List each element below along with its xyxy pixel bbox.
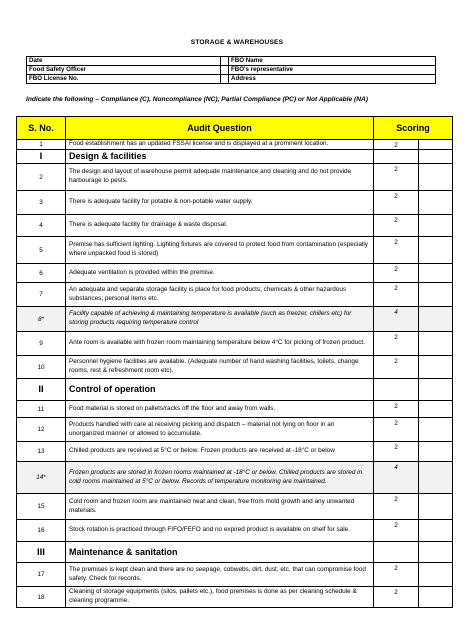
audit-question: Stock rotation is practiced through FIFO/FEFO and no expired product is available on shelf for sale. [66, 520, 374, 542]
score-cell: 4 [374, 307, 419, 332]
audit-question: An adequate and separate storage facility is place for food products; chemicals & other hazardous substances; personal items etc. [66, 283, 374, 307]
info-gap [221, 57, 229, 66]
fbo-license-label: FBO License No. [27, 75, 221, 84]
question-row [17, 264, 453, 283]
fbo-name-label: FBO Name [229, 57, 436, 66]
row-number: 18 [17, 587, 66, 608]
question-row [17, 191, 453, 215]
section-title: Control of operation [66, 379, 374, 401]
row-number: I [17, 150, 66, 164]
score-cell: 2 [374, 264, 419, 283]
compliance-entry-cell[interactable] [419, 237, 453, 264]
audit-question: Adequate ventilation is provided within the premise. [66, 264, 374, 283]
question-row [17, 332, 453, 356]
sno-header: S. No. [17, 117, 66, 140]
compliance-entry-cell[interactable] [419, 164, 453, 191]
score-cell: 2 [374, 283, 419, 307]
question-row [17, 401, 453, 418]
score-cell: 2 [374, 442, 419, 462]
row-number: III [17, 542, 66, 563]
compliance-entry-cell[interactable] [419, 307, 453, 332]
audit-question: Cold room and frozen room are maintained neat and clean, free from mold growth and any unwanted materials. [66, 494, 374, 520]
audit-table [16, 116, 453, 608]
info-row [27, 57, 436, 66]
info-row [27, 66, 436, 75]
score-cell: 2 [374, 140, 419, 150]
compliance-entry-cell[interactable] [419, 542, 453, 563]
food-safety-officer-label: Food Safety Officer [27, 66, 221, 75]
row-number: 15 [17, 494, 66, 520]
audit-question: Cleaning of storage equipments (silos, pallets etc.), food premises is done as per cleaning schedule & cleaning programme. [66, 587, 374, 608]
score-cell [374, 150, 419, 164]
audit-question: Food material is stored on pallets/racks off the floor and away from walls. [66, 401, 374, 418]
section-title: Design & facilities [66, 150, 374, 164]
audit-question: Chilled products are received at 5°C or below. Frozen products are received at -18°C or below [66, 442, 374, 462]
question-row [17, 283, 453, 307]
info-gap [221, 75, 229, 84]
score-cell: 2 [374, 401, 419, 418]
section-row [17, 379, 453, 401]
score-cell: 2 [374, 356, 419, 379]
compliance-entry-cell[interactable] [419, 191, 453, 215]
critical-row [17, 307, 453, 332]
score-cell: 2 [374, 191, 419, 215]
question-row [17, 164, 453, 191]
compliance-entry-cell[interactable] [419, 401, 453, 418]
row-number: 8* [17, 307, 66, 332]
question-row [17, 520, 453, 542]
question-row [17, 237, 453, 264]
question-row [17, 587, 453, 608]
compliance-entry-cell[interactable] [419, 442, 453, 462]
compliance-entry-cell[interactable] [419, 379, 453, 401]
info-row [27, 75, 436, 84]
audit-question: The design and layout of warehouse permit adequate maintenance and cleaning and do not provide harbourage to pests. [66, 164, 374, 191]
row-number: 12 [17, 418, 66, 442]
compliance-entry-cell[interactable] [419, 332, 453, 356]
question-row [17, 356, 453, 379]
row-number: 9 [17, 332, 66, 356]
row-number: 3 [17, 191, 66, 215]
score-cell: 2 [374, 418, 419, 442]
header-row [17, 117, 453, 140]
critical-row [17, 462, 453, 494]
compliance-entry-cell[interactable] [419, 356, 453, 379]
row-number: 4 [17, 215, 66, 237]
score-cell [374, 379, 419, 401]
compliance-entry-cell[interactable] [419, 150, 453, 164]
score-cell: 2 [374, 332, 419, 356]
audit-body [17, 140, 453, 608]
audit-question: There is adequate facility for drainage & waste disposal. [66, 215, 374, 237]
row-number: 14* [17, 462, 66, 494]
row-number: 6 [17, 264, 66, 283]
audit-question: There is adequate facility for potable & non-potable water supply. [66, 191, 374, 215]
score-cell: 2 [374, 494, 419, 520]
audit-question: Food establishment has an updated FSSAI license and is displayed at a prominent location. [66, 140, 374, 150]
scoring-header: Scoring [374, 117, 453, 140]
audit-question: Frozen products are stored in frozen rooms maintained at -18°C or below. Chilled products are stored in cold rooms maintained at 5°C or below. Records of temperature monitoring are maintained. [66, 462, 374, 494]
score-cell: 4 [374, 462, 419, 494]
section-row [17, 150, 453, 164]
fbo-representative-label: FBO's representative [229, 66, 436, 75]
compliance-entry-cell[interactable] [419, 418, 453, 442]
audit-question-header: Audit Question [66, 117, 374, 140]
compliance-entry-cell[interactable] [419, 283, 453, 307]
score-cell: 2 [374, 237, 419, 264]
score-cell: 2 [374, 563, 419, 587]
row-number: 2 [17, 164, 66, 191]
audit-question: Premise has sufficient lighting. Lighting fixtures are covered to protect food from contamination (especially where unpacked food is stored) [66, 237, 374, 264]
score-cell: 2 [374, 164, 419, 191]
audit-question: Personnel hygiene facilities are available. (Adequate number of hand washing facilities, toilets, change rooms, rest & refreshment room etc). [66, 356, 374, 379]
compliance-entry-cell[interactable] [419, 587, 453, 608]
row-number: 16 [17, 520, 66, 542]
compliance-entry-cell[interactable] [419, 140, 453, 150]
compliance-entry-cell[interactable] [419, 563, 453, 587]
row-number: 11 [17, 401, 66, 418]
compliance-entry-cell[interactable] [419, 462, 453, 494]
score-cell: 2 [374, 587, 419, 608]
row-number: 5 [17, 237, 66, 264]
document-title: STORAGE & WAREHOUSES [190, 39, 284, 46]
address-label: Address [229, 75, 436, 84]
compliance-entry-cell[interactable] [419, 494, 453, 520]
score-cell: 2 [374, 520, 419, 542]
row-number: 7 [17, 283, 66, 307]
row-number: 17 [17, 563, 66, 587]
info-table [26, 56, 436, 84]
audit-question: Ante room is available with frozen room maintaining temperature below 4°C for picking of frozen product. [66, 332, 374, 356]
section-title: Maintenance & sanitation [66, 542, 374, 563]
compliance-entry-cell[interactable] [419, 264, 453, 283]
instructions: Indicate the following – Compliance (C), Noncompliance (NC), Partial Compliance (PC) or Not Applicable (NA) [26, 96, 368, 103]
section-row [17, 542, 453, 563]
question-row [17, 215, 453, 237]
row-number: 10 [17, 356, 66, 379]
question-row [17, 442, 453, 462]
question-row [17, 494, 453, 520]
audit-question: Facility capable of achieving & maintaining temperature is available (such as freezer, chillers etc) for storing products requiring temperature control [66, 307, 374, 332]
score-cell: 2 [374, 215, 419, 237]
compliance-entry-cell[interactable] [419, 215, 453, 237]
row-number: II [17, 379, 66, 401]
date-label: Date [27, 57, 221, 66]
compliance-entry-cell[interactable] [419, 520, 453, 542]
audit-question: The premises is kept clean and there are no seepage, cobwebs, dirt, dust, etc. that can compromise food safety. Check for records. [66, 563, 374, 587]
row-number: 13 [17, 442, 66, 462]
row-number: 1 [17, 140, 66, 150]
score-cell [374, 542, 419, 563]
question-row [17, 563, 453, 587]
audit-question: Products handled with care at receiving picking and dispatch – material not lying on floor in an unorganized manner or allowed to accumulate. [66, 418, 374, 442]
question-row [17, 418, 453, 442]
info-gap [221, 66, 229, 75]
question-row [17, 140, 453, 150]
